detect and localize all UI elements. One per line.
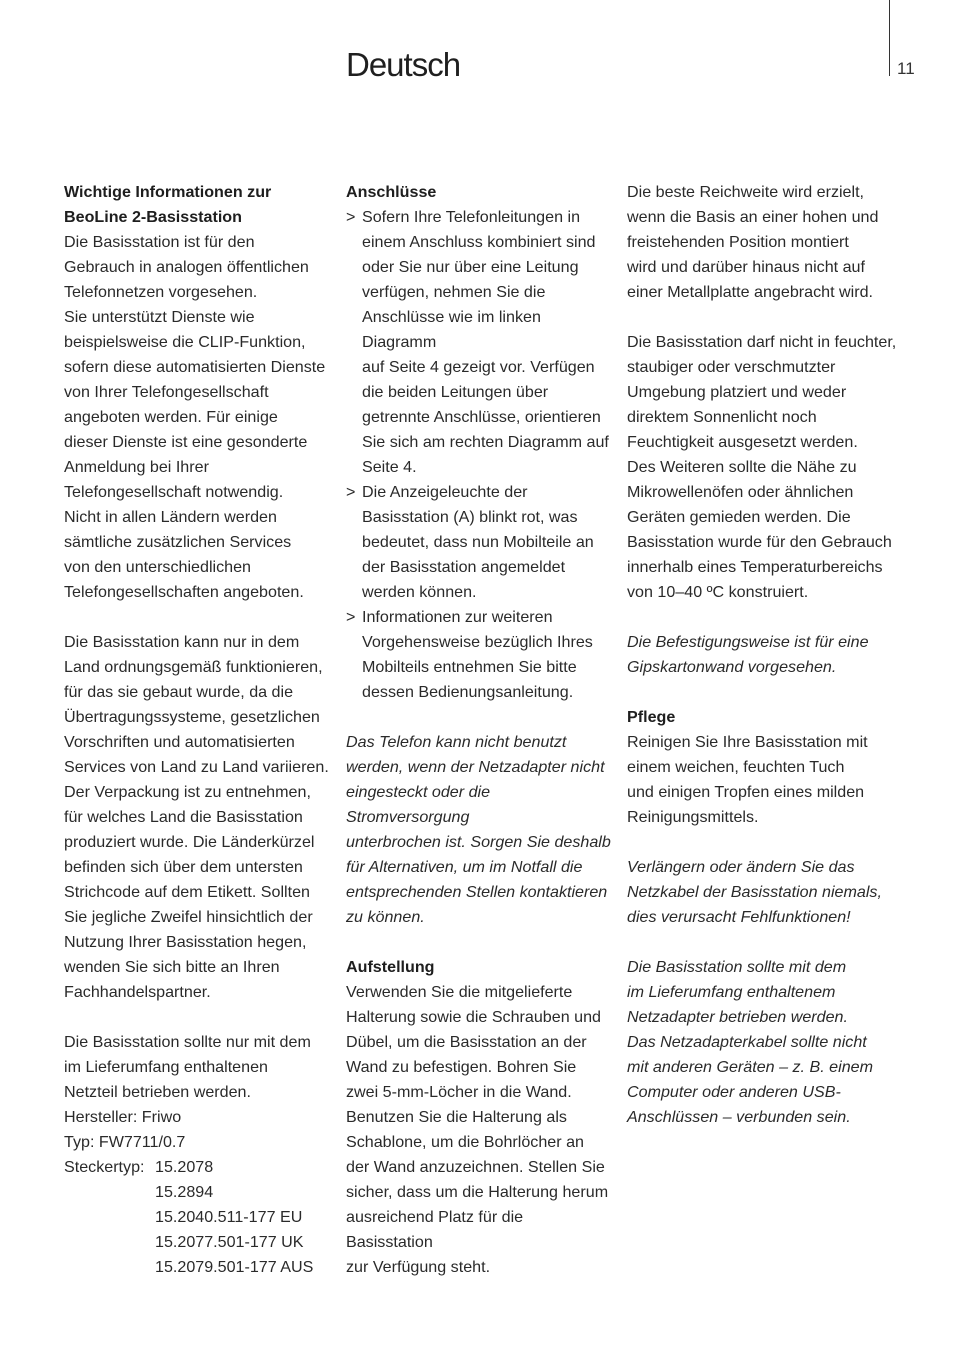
text-line: getrennte Anschlüsse, orientieren bbox=[362, 408, 601, 426]
text-line: Vorgehensweise bezüglich Ihres bbox=[362, 633, 593, 651]
text-line: für das sie gebaut wurde, da die bbox=[64, 683, 294, 701]
plug-type-list bbox=[64, 1155, 334, 1280]
page-number: 11 bbox=[897, 59, 915, 78]
text-line: Sie unterstützt Dienste wie bbox=[64, 308, 255, 326]
text-line: produziert wurde. Die Länderkürzel bbox=[64, 833, 315, 851]
text-line: Feuchtigkeit ausgesetzt werden. bbox=[627, 433, 858, 451]
text-line: bedeutet, dass nun Mobilteile an bbox=[362, 533, 594, 551]
text-line: Netzadapter betrieben werden. bbox=[627, 1008, 848, 1026]
paragraph-usage bbox=[64, 230, 334, 605]
paragraph-country bbox=[64, 630, 334, 1005]
note-power-outage bbox=[346, 730, 614, 930]
text-line: staubiger oder verschmutzter bbox=[627, 358, 836, 376]
text-line: der Basisstation angemeldet bbox=[362, 558, 566, 576]
text-line: Mobilteils entnehmen Sie bitte bbox=[362, 658, 577, 676]
note-mounting bbox=[627, 630, 897, 680]
bullet-text bbox=[362, 205, 614, 480]
text-line: wenden Sie sich bitte an Ihren bbox=[64, 958, 280, 976]
text-line: 15.2078 bbox=[155, 1158, 214, 1176]
text-line: der Wand anzuzeichnen. Stellen Sie bbox=[346, 1158, 605, 1176]
spacer bbox=[627, 605, 897, 630]
text-line: Services von Land zu Land variieren. bbox=[64, 758, 329, 776]
text-line: Übertragungssysteme, gesetzlichen bbox=[64, 708, 320, 726]
note-cable bbox=[627, 855, 897, 930]
text-line: Gipskartonwand vorgesehen. bbox=[627, 658, 837, 676]
text-line: die beiden Leitungen über bbox=[362, 383, 549, 401]
text-line: Benutzen Sie die Halterung als bbox=[346, 1108, 567, 1126]
bullet-item bbox=[346, 205, 614, 480]
bullet-item bbox=[346, 605, 614, 705]
text-line: Basisstation (A) blinkt rot, was bbox=[362, 508, 578, 526]
text-line: einer Metallplatte angebracht wird. bbox=[627, 283, 874, 301]
text-line: dieser Dienste ist eine gesonderte bbox=[64, 433, 308, 451]
text-line: werden, wenn der Netzadapter nicht bbox=[346, 758, 605, 776]
text-line: Basisstation wurde für den Gebrauch bbox=[627, 533, 892, 551]
text-line: einem weichen, feuchten Tuch bbox=[627, 758, 845, 776]
text-line: Nicht in allen Ländern werden bbox=[64, 508, 277, 526]
text-line: werden können. bbox=[362, 583, 477, 601]
bullet-marker: > bbox=[346, 608, 356, 626]
text-line: Reinigungsmittels. bbox=[627, 808, 759, 826]
text-line: 15.2894 bbox=[155, 1183, 214, 1201]
text-line: Wand zu befestigen. Bohren Sie bbox=[346, 1058, 577, 1076]
text-line: Reinigen Sie Ihre Basisstation mit bbox=[627, 733, 868, 751]
text-line: Die Basisstation darf nicht in feuchter, bbox=[627, 333, 897, 351]
text-line: Telefongesellschaften angeboten. bbox=[64, 583, 304, 601]
text-line: Hersteller: Friwo bbox=[64, 1108, 182, 1126]
text-line: entsprechenden Stellen kontaktieren bbox=[346, 883, 608, 901]
heading-care: Pflege bbox=[627, 708, 676, 726]
column-2 bbox=[346, 180, 614, 1280]
text-line: zur Verfügung steht. bbox=[346, 1258, 491, 1276]
bullet-marker: > bbox=[346, 483, 356, 501]
heading-connections: Anschlüsse bbox=[346, 183, 437, 201]
bullet-text bbox=[362, 605, 614, 705]
text-line: 15.2040.511-177 EU bbox=[155, 1208, 303, 1226]
text-line: Die Anzeigeleuchte der bbox=[362, 483, 528, 501]
text-line: Das Telefon kann nicht benutzt bbox=[346, 733, 567, 751]
paragraph-installation bbox=[346, 980, 614, 1280]
column-1 bbox=[64, 180, 334, 1280]
text-line: Verwenden Sie die mitgelieferte bbox=[346, 983, 573, 1001]
text-line: Umgebung platziert und weder bbox=[627, 383, 847, 401]
text-line: Des Weiteren sollte die Nähe zu bbox=[627, 458, 857, 476]
text-line: innerhalb eines Temperaturbereichs bbox=[627, 558, 883, 576]
text-line: im Lieferumfang enthaltenen bbox=[64, 1058, 268, 1076]
spacer bbox=[627, 680, 897, 705]
spacer bbox=[627, 930, 897, 955]
text-line: für Alternativen, um im Notfall die bbox=[346, 858, 583, 876]
text-line: Strichcode auf dem Etikett. Sollten bbox=[64, 883, 311, 901]
text-line: befinden sich über dem untersten bbox=[64, 858, 303, 876]
text-line: einem Anschluss kombiniert sind bbox=[362, 233, 596, 251]
text-line: Land ordnungsgemäß funktionieren, bbox=[64, 658, 323, 676]
text-line: Sie sich am rechten Diagramm auf bbox=[362, 433, 609, 451]
text-line: von 10–40 ºC konstruiert. bbox=[627, 583, 809, 601]
spacer bbox=[627, 830, 897, 855]
heading-important-info-line2: BeoLine 2-Basisstation bbox=[64, 208, 242, 226]
text-line: zu können. bbox=[346, 908, 425, 926]
text-line: Die Basisstation sollte mit dem bbox=[627, 958, 847, 976]
text-line: sämtliche zusätzlichen Services bbox=[64, 533, 292, 551]
text-line: angeboten werden. Für einige bbox=[64, 408, 278, 426]
text-line: Anschlüssen – verbunden sein. bbox=[627, 1108, 851, 1126]
text-line: sofern diese automatisierten Dienste bbox=[64, 358, 326, 376]
text-line: Sie jegliche Zweifel hinsichtlich der bbox=[64, 908, 313, 926]
plug-type-label: Steckertyp: bbox=[64, 1158, 145, 1176]
text-line: Informationen zur weiteren bbox=[362, 608, 553, 626]
text-line: zwei 5-mm-Löcher in die Wand. bbox=[346, 1083, 572, 1101]
text-line: beispielsweise die CLIP-Funktion, bbox=[64, 333, 306, 351]
text-line: Die Basisstation kann nur in dem bbox=[64, 633, 300, 651]
text-line: ausreichend Platz für die Basisstation bbox=[346, 1208, 524, 1251]
text-line: dessen Bedienungsanleitung. bbox=[362, 683, 574, 701]
text-line: Telefongesellschaft notwendig. bbox=[64, 483, 284, 501]
text-line: und einigen Tropfen eines milden bbox=[627, 783, 865, 801]
text-line: Gebrauch in analogen öffentlichen bbox=[64, 258, 309, 276]
spacer bbox=[627, 305, 897, 330]
spacer bbox=[346, 930, 614, 955]
text-line: wenn die Basis an einer hohen und bbox=[627, 208, 879, 226]
text-line: Computer oder anderen USB- bbox=[627, 1083, 841, 1101]
heading-installation: Aufstellung bbox=[346, 958, 435, 976]
text-line: Vorschriften und automatisierten bbox=[64, 733, 295, 751]
text-line: Halterung sowie die Schrauben und bbox=[346, 1008, 601, 1026]
text-line: Telefonnetzen vorgesehen. bbox=[64, 283, 258, 301]
text-line: Schablone, um die Bohrlöcher an bbox=[346, 1133, 584, 1151]
text-line: Nutzung Ihrer Basisstation hegen, bbox=[64, 933, 307, 951]
text-line: Das Netzadapterkabel sollte nicht bbox=[627, 1033, 867, 1051]
page-title: Deutsch bbox=[346, 46, 461, 83]
text-line: verfügen, nehmen Sie die bbox=[362, 283, 546, 301]
text-line: 15.2077.501-177 UK bbox=[155, 1233, 304, 1251]
text-line: wird und darüber hinaus nicht auf bbox=[627, 258, 865, 276]
note-adapter bbox=[627, 955, 897, 1130]
text-line: von Ihrer Telefongesellschaft bbox=[64, 383, 269, 401]
text-line: 15.2079.501-177 AUS bbox=[155, 1258, 314, 1276]
text-line: im Lieferumfang enthaltenem bbox=[627, 983, 836, 1001]
paragraph-range bbox=[627, 180, 897, 305]
header-divider bbox=[889, 0, 890, 76]
text-line: Fachhandelspartner. bbox=[64, 983, 211, 1001]
text-line: Die beste Reichweite wird erzielt, bbox=[627, 183, 865, 201]
spacer bbox=[64, 1005, 334, 1030]
text-line: Anmeldung bei Ihrer bbox=[64, 458, 209, 476]
text-line: Die Befestigungsweise ist für eine bbox=[627, 633, 869, 651]
bullet-item bbox=[346, 480, 614, 605]
text-line: Die Basisstation sollte nur mit dem bbox=[64, 1033, 311, 1051]
text-line: Der Verpackung ist zu entnehmen, bbox=[64, 783, 311, 801]
text-line: Mikrowellenöfen oder ähnlichen bbox=[627, 483, 854, 501]
plug-type-values bbox=[155, 1155, 313, 1280]
text-line: von den unterschiedlichen bbox=[64, 558, 251, 576]
text-line: auf Seite 4 gezeigt vor. Verfügen bbox=[362, 358, 595, 376]
spacer bbox=[64, 605, 334, 630]
bullet-text bbox=[362, 480, 614, 605]
text-line: sicher, dass um die Halterung herum bbox=[346, 1183, 609, 1201]
text-line: Anschlüsse wie im linken Diagramm bbox=[362, 308, 541, 351]
paragraph-power-supply bbox=[64, 1030, 334, 1155]
text-line: eingesteckt oder die Stromversorgung bbox=[346, 783, 491, 826]
text-line: Netzteil betrieben werden. bbox=[64, 1083, 251, 1101]
text-line: für welches Land die Basisstation bbox=[64, 808, 303, 826]
text-line: Netzkabel der Basisstation niemals, bbox=[627, 883, 882, 901]
text-line: direktem Sonnenlicht noch bbox=[627, 408, 817, 426]
text-line: freistehenden Position montiert bbox=[627, 233, 849, 251]
text-line: mit anderen Geräten – z. B. einem bbox=[627, 1058, 874, 1076]
text-line: unterbrochen ist. Sorgen Sie deshalb bbox=[346, 833, 611, 851]
text-line: Typ: FW7711/0.7 bbox=[64, 1133, 186, 1151]
bullet-marker: > bbox=[346, 208, 356, 226]
text-line: dies verursacht Fehlfunktionen! bbox=[627, 908, 851, 926]
spacer bbox=[346, 705, 614, 730]
text-line: Dübel, um die Basisstation an der bbox=[346, 1033, 587, 1051]
text-line: Verlängern oder ändern Sie das bbox=[627, 858, 855, 876]
paragraph-environment bbox=[627, 330, 897, 605]
text-line: Sofern Ihre Telefonleitungen in bbox=[362, 208, 581, 226]
text-line: Geräten gemieden werden. Die bbox=[627, 508, 851, 526]
text-line: Die Basisstation ist für den bbox=[64, 233, 255, 251]
paragraph-care bbox=[627, 730, 897, 830]
column-3 bbox=[627, 180, 897, 1130]
text-line: oder Sie nur über eine Leitung bbox=[362, 258, 579, 276]
heading-important-info-line1: Wichtige Informationen zur bbox=[64, 183, 272, 201]
text-line: Seite 4. bbox=[362, 458, 417, 476]
